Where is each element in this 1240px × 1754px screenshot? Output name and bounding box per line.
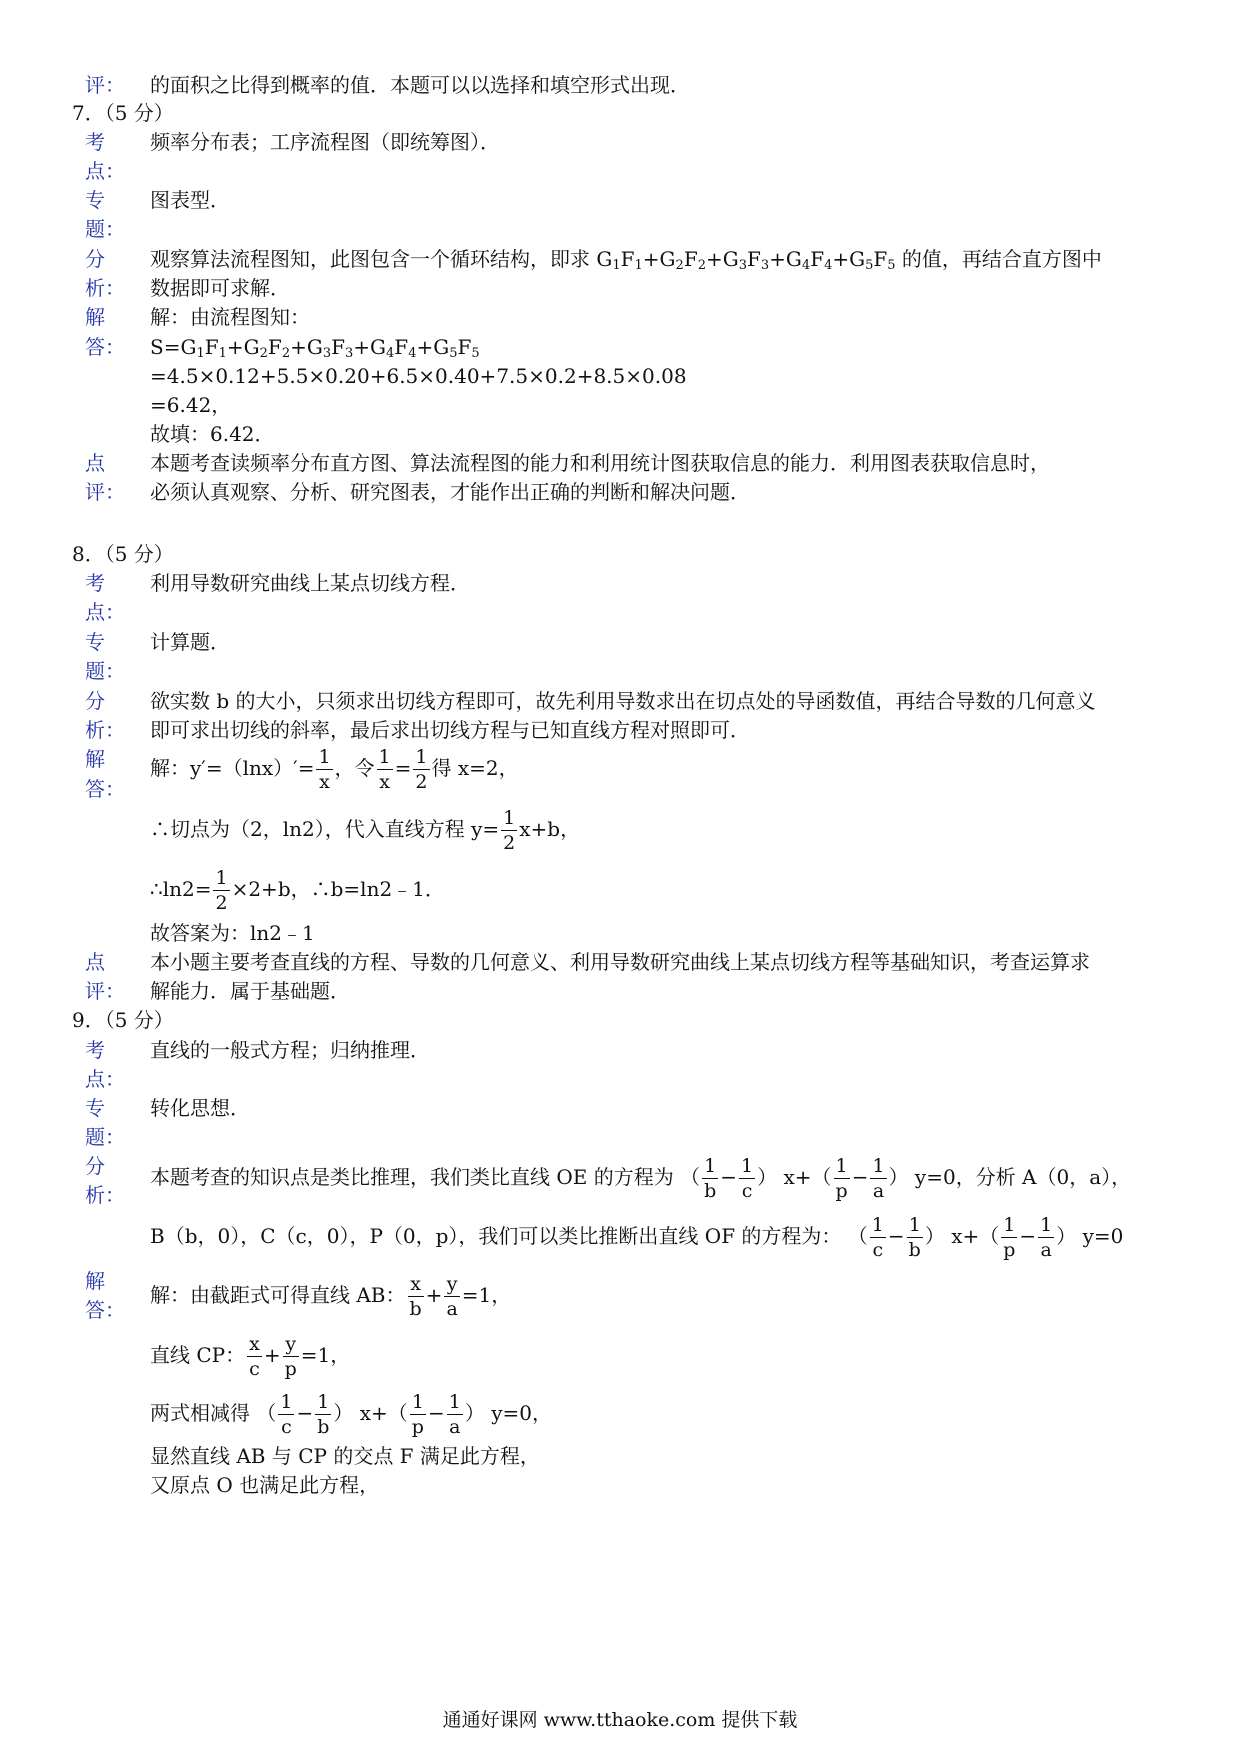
- q9-fenxi-line2: B（b，0），C（c，0），P（0，p），我们可以类比推断出直线 OF 的方程为： （ $\frac{1}{c}$ − $\frac{1}{b}$ ） x+（ $\frac{1}{p}$ − $\frac{1}{a}$ ） y=0: [150, 1213, 1124, 1261]
- label-da: 答：: [85, 1298, 125, 1322]
- q7-dianping-line1: 本题考查读频率分布直方图、算法流程图的能力和利用统计图获取信息的能力．利用图表获取信息时，: [150, 451, 1050, 475]
- q8-fenxi-line1: 欲实数 b 的大小，只须求出切线方程即可，故先利用导数求出在切点处的导函数值，再结合导数的几何意义: [150, 689, 1096, 713]
- fraction-1-over-2: $\frac{1}{2}$: [503, 806, 516, 854]
- label-xi: 析：: [85, 1183, 125, 1207]
- q9-zhuanti: 转化思想．: [150, 1096, 250, 1120]
- page-footer: 通通好课网 www.tthaoke.com 提供下载: [442, 1709, 798, 1731]
- comment-text: 的面积之比得到概率的值．本题可以以选择和填空形式出现．: [150, 73, 690, 97]
- label-jie: 解: [85, 747, 105, 771]
- label-fen: 分: [85, 1154, 105, 1178]
- q7-jieda-line2: $S=G_1F_1+G_2F_2+G_3F_3+G_4F_4+G_5F_5$: [150, 335, 480, 361]
- label-dian: 点：: [85, 159, 125, 183]
- q8-jieda-line1: 解：y′=（lnx）′= $\frac{1}{x}$ ，令 $\frac{1}{x}$ = $\frac{1}{2}$ 得 x=2，: [150, 745, 519, 793]
- q8-jieda-line2: ∴切点为（2，ln2），代入直线方程 y= $\frac{1}{2}$ x+b，: [150, 806, 581, 854]
- q8-jieda-line3: ∴ln2= $\frac{1}{2}$ ×2+b，∴b=ln2﹣1．: [150, 866, 445, 914]
- q8-zhuanti: 计算题．: [150, 630, 230, 654]
- label-zhuan: 专: [85, 630, 105, 654]
- q9-jieda-line2: 直线 CP： $\frac{x}{c}$ + $\frac{y}{p}$ =1，: [150, 1332, 351, 1380]
- fraction-1-over-x: $\frac{1}{x}$: [318, 745, 331, 793]
- fraction-1-over-2: $\frac{1}{2}$: [415, 745, 428, 793]
- label-kao: 考: [85, 571, 105, 595]
- q7-jieda-line4: =6.42，: [150, 393, 232, 417]
- q8-dianping-line1: 本小题主要考查直线的方程、导数的几何意义、利用导数研究曲线上某点切线方程等基础知识，考查运算求: [150, 950, 1090, 974]
- q7-fenxi-line2: 数据即可求解．: [150, 276, 290, 300]
- question-8-heading: 8．（5 分）: [72, 542, 174, 566]
- q8-kaodian: 利用导数研究曲线上某点切线方程．: [150, 571, 470, 595]
- q9-fenxi-line1: 本题考查的知识点是类比推理，我们类比直线 OE 的方程为 （ $\frac{1}{b}$ − $\frac{1}{c}$ ） x+（ $\frac{1}{p}$ − $\frac{1}{a}$ ） y=0，分析 A（0，a），: [150, 1154, 1132, 1202]
- q9-jieda-line4: 显然直线 AB 与 CP 的交点 F 满足此方程，: [150, 1444, 540, 1468]
- label-da: 答：: [85, 777, 125, 801]
- fraction-1-over-x: $\frac{1}{x}$: [378, 745, 391, 793]
- q7-dianping-line2: 必须认真观察、分析、研究图表，才能作出正确的判断和解决问题．: [150, 480, 750, 504]
- q7-jieda-line1: 解：由流程图知：: [150, 305, 310, 329]
- label-ping: 评：: [85, 480, 125, 504]
- label-dian2: 点: [85, 451, 105, 475]
- q7-fenxi-line1: 观察算法流程图知，此图包含一个循环结构，即求 $G_1F_1+G_2F_2+G_3F_3+G_4F_4+G_5F_5$ 的值，再结合直方图中: [150, 247, 1102, 273]
- q9-jieda-line3: 两式相减得 （ $\frac{1}{c}$ − $\frac{1}{b}$ ） x+（ $\frac{1}{p}$ − $\frac{1}{a}$ ） y=0，: [150, 1390, 552, 1438]
- label-xi: 析：: [85, 276, 125, 300]
- label-jie: 解: [85, 305, 105, 329]
- q9-jieda-line5: 又原点 O 也满足此方程，: [150, 1473, 380, 1497]
- label-dian: 点：: [85, 600, 125, 624]
- q7-zhuanti: 图表型．: [150, 188, 230, 212]
- q7-jieda-line3: =4.5×0.12+5.5×0.20+6.5×0.40+7.5×0.2+8.5×0.08: [150, 364, 687, 388]
- label-zhuan: 专: [85, 188, 105, 212]
- q8-jieda-line4: 故答案为：ln2﹣1: [150, 921, 315, 945]
- label-kao: 考: [85, 1038, 105, 1062]
- label-da: 答：: [85, 335, 125, 359]
- label-fen: 分: [85, 689, 105, 713]
- question-9-heading: 9．（5 分）: [72, 1008, 174, 1032]
- fraction-1-over-2: $\frac{1}{2}$: [215, 866, 228, 914]
- label-ping: 评：: [85, 979, 125, 1003]
- label-dian2: 点: [85, 950, 105, 974]
- label-fen: 分: [85, 247, 105, 271]
- label-ti: 题：: [85, 217, 125, 241]
- label-kao: 考: [85, 130, 105, 154]
- question-7-heading: 7．（5 分）: [72, 101, 174, 125]
- q9-jieda-line1: 解：由截距式可得直线 AB： $\frac{x}{b}$ + $\frac{y}{a}$ =1，: [150, 1272, 512, 1320]
- q7-jieda-line5: 故填：6.42．: [150, 422, 275, 446]
- label-xi: 析：: [85, 718, 125, 742]
- label-zhuan: 专: [85, 1096, 105, 1120]
- label-jie: 解: [85, 1269, 105, 1293]
- q8-fenxi-line2: 即可求出切线的斜率，最后求出切线方程与已知直线方程对照即可．: [150, 718, 750, 742]
- q9-kaodian: 直线的一般式方程；归纳推理．: [150, 1038, 430, 1062]
- label-ti: 题：: [85, 659, 125, 683]
- q7-kaodian: 频率分布表；工序流程图（即统筹图）．: [150, 130, 500, 154]
- label-ping: 评：: [85, 73, 125, 97]
- label-ti: 题：: [85, 1125, 125, 1149]
- label-dian: 点：: [85, 1067, 125, 1091]
- q8-dianping-line2: 解能力．属于基础题．: [150, 979, 350, 1003]
